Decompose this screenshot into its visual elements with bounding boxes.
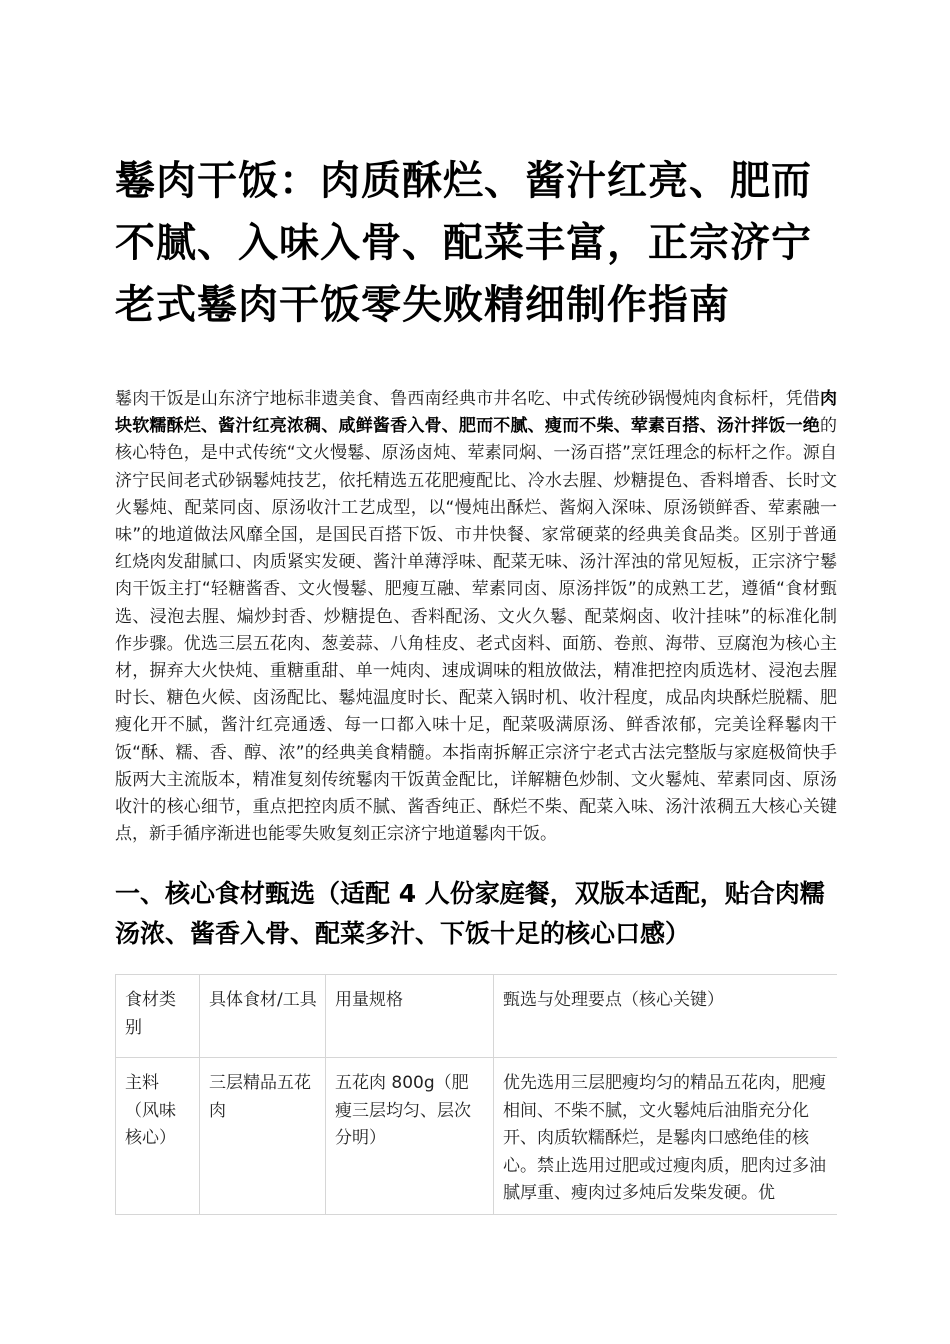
document-title: 鬈肉干饭：肉质酥烂、酱汁红亮、肥而不腻、入味入骨、配菜丰富，正宗济宁老式鬈肉干饭零失败精细制作指南 [115,158,812,328]
ingredients-table-container [115,974,837,1215]
cell-amount: 五花肉 800g（肥瘦三层均匀、层次分明） [326,1058,494,1216]
header-amount: 用量规格 [326,975,494,1058]
header-notes: 甄选与处理要点（核心关键） [494,975,838,1058]
document-page [115,150,837,1215]
table-row [116,1058,838,1216]
intro-text-start: 鬈肉干饭是山东济宁地标非遗美食、鲁西南经典市井名吃、中式传统砂锅慢炖肉食标杆，凭借 [115,389,820,409]
cell-item: 三层精品五花肉 [200,1058,326,1216]
section-heading-ingredients: 一、核心食材甄选（适配 4 人份家庭餐，双版本适配，贴合肉糯汤浓、酱香入骨、配菜多汁、下饭十足的核心口感） [115,879,825,949]
cell-notes: 优先选用三层肥瘦均匀的精品五花肉，肥瘦相间、不柴不腻，文火鬈炖后油脂充分化开、肉质软糯酥烂，是鬈肉口感绝佳的核心。禁止选用过肥或过瘦肉质，肥肉过多油腻厚重、瘦肉过多炖后发柴发硬。优 [494,1058,838,1216]
ingredients-table [115,974,837,1215]
cell-category: 主料（风味核心） [116,1058,200,1216]
header-item: 具体食材/工具 [200,975,326,1058]
intro-text-rest: 的核心特色，是中式传统“文火慢鬈、原汤卤炖、荤素同焖、一汤百搭”烹饪理念的标杆之作。源自济宁民间老式砂锅鬈炖技艺，依托精选五花肥瘦配比、冷水去腥、炒糖提色、香料增香、长时文火鬈炖、配菜同卤、原汤收汁工艺成型，以“慢炖出酥烂、酱焖入深味、原汤锁鲜香、荤素融一味”的地道做法风靡全国，是国民百搭下饭、市井快餐、家常硬菜的经典美食品类。区别于普通红烧肉发甜腻口、肉质紧实发硬、酱汁单薄浮味、配菜无味、汤汁浑浊的常见短板，正宗济宁鬈肉干饭主打“轻糖酱香、文火慢鬈、肥瘦互融、荤素同卤、原汤拌饭”的成熟工艺，遵循“食材甄选、浸泡去腥、煸炒封香、炒糖提色、香料配汤、文火久鬈、配菜焖卤、收汁挂味”的标准化制作步骤。优选三层五花肉、葱姜蒜、八角桂皮、老式卤料、面筋、卷煎、海带、豆腐泡为核心主材，摒弃大火快炖、重糖重甜、单一炖肉、速成调味的粗放做法，精准把控肉质选材、浸泡去腥时长、糖色火候、卤汤配比、鬈炖温度时长、配菜入锅时机、收汁程度，成品肉块酥烂脱糯、肥瘦化开不腻，酱汁红亮通透、每一口都入味十足，配菜吸满原汤、鲜香浓郁，完美诠释鬈肉干饭“酥、糯、香、醇、浓”的经典美食精髓。本指南拆解正宗济宁老式古法完整版与家庭极简快手版两大主流版本，精准复刻传统鬈肉干饭黄金配比，详解糖色炒制、文火鬈炖、荤素同卤、原汤收汁的核心细节，重点把控肉质不腻、酱香纯正、酥烂不柴、配菜入味、汤汁浓稠五大核心关键点，新手循序渐进也能零失败复刻正宗济宁地道鬈肉干饭。 [115,416,837,845]
intro-paragraph [115,386,837,848]
table-header-row [116,975,838,1058]
intro-highlight: 肉块软糯酥烂、酱汁红亮浓稠、咸鲜酱香入骨、肥而不腻、瘦而不柴、荤素百搭、汤汁拌饭一绝 [115,389,837,437]
header-category: 食材类别 [116,975,200,1058]
